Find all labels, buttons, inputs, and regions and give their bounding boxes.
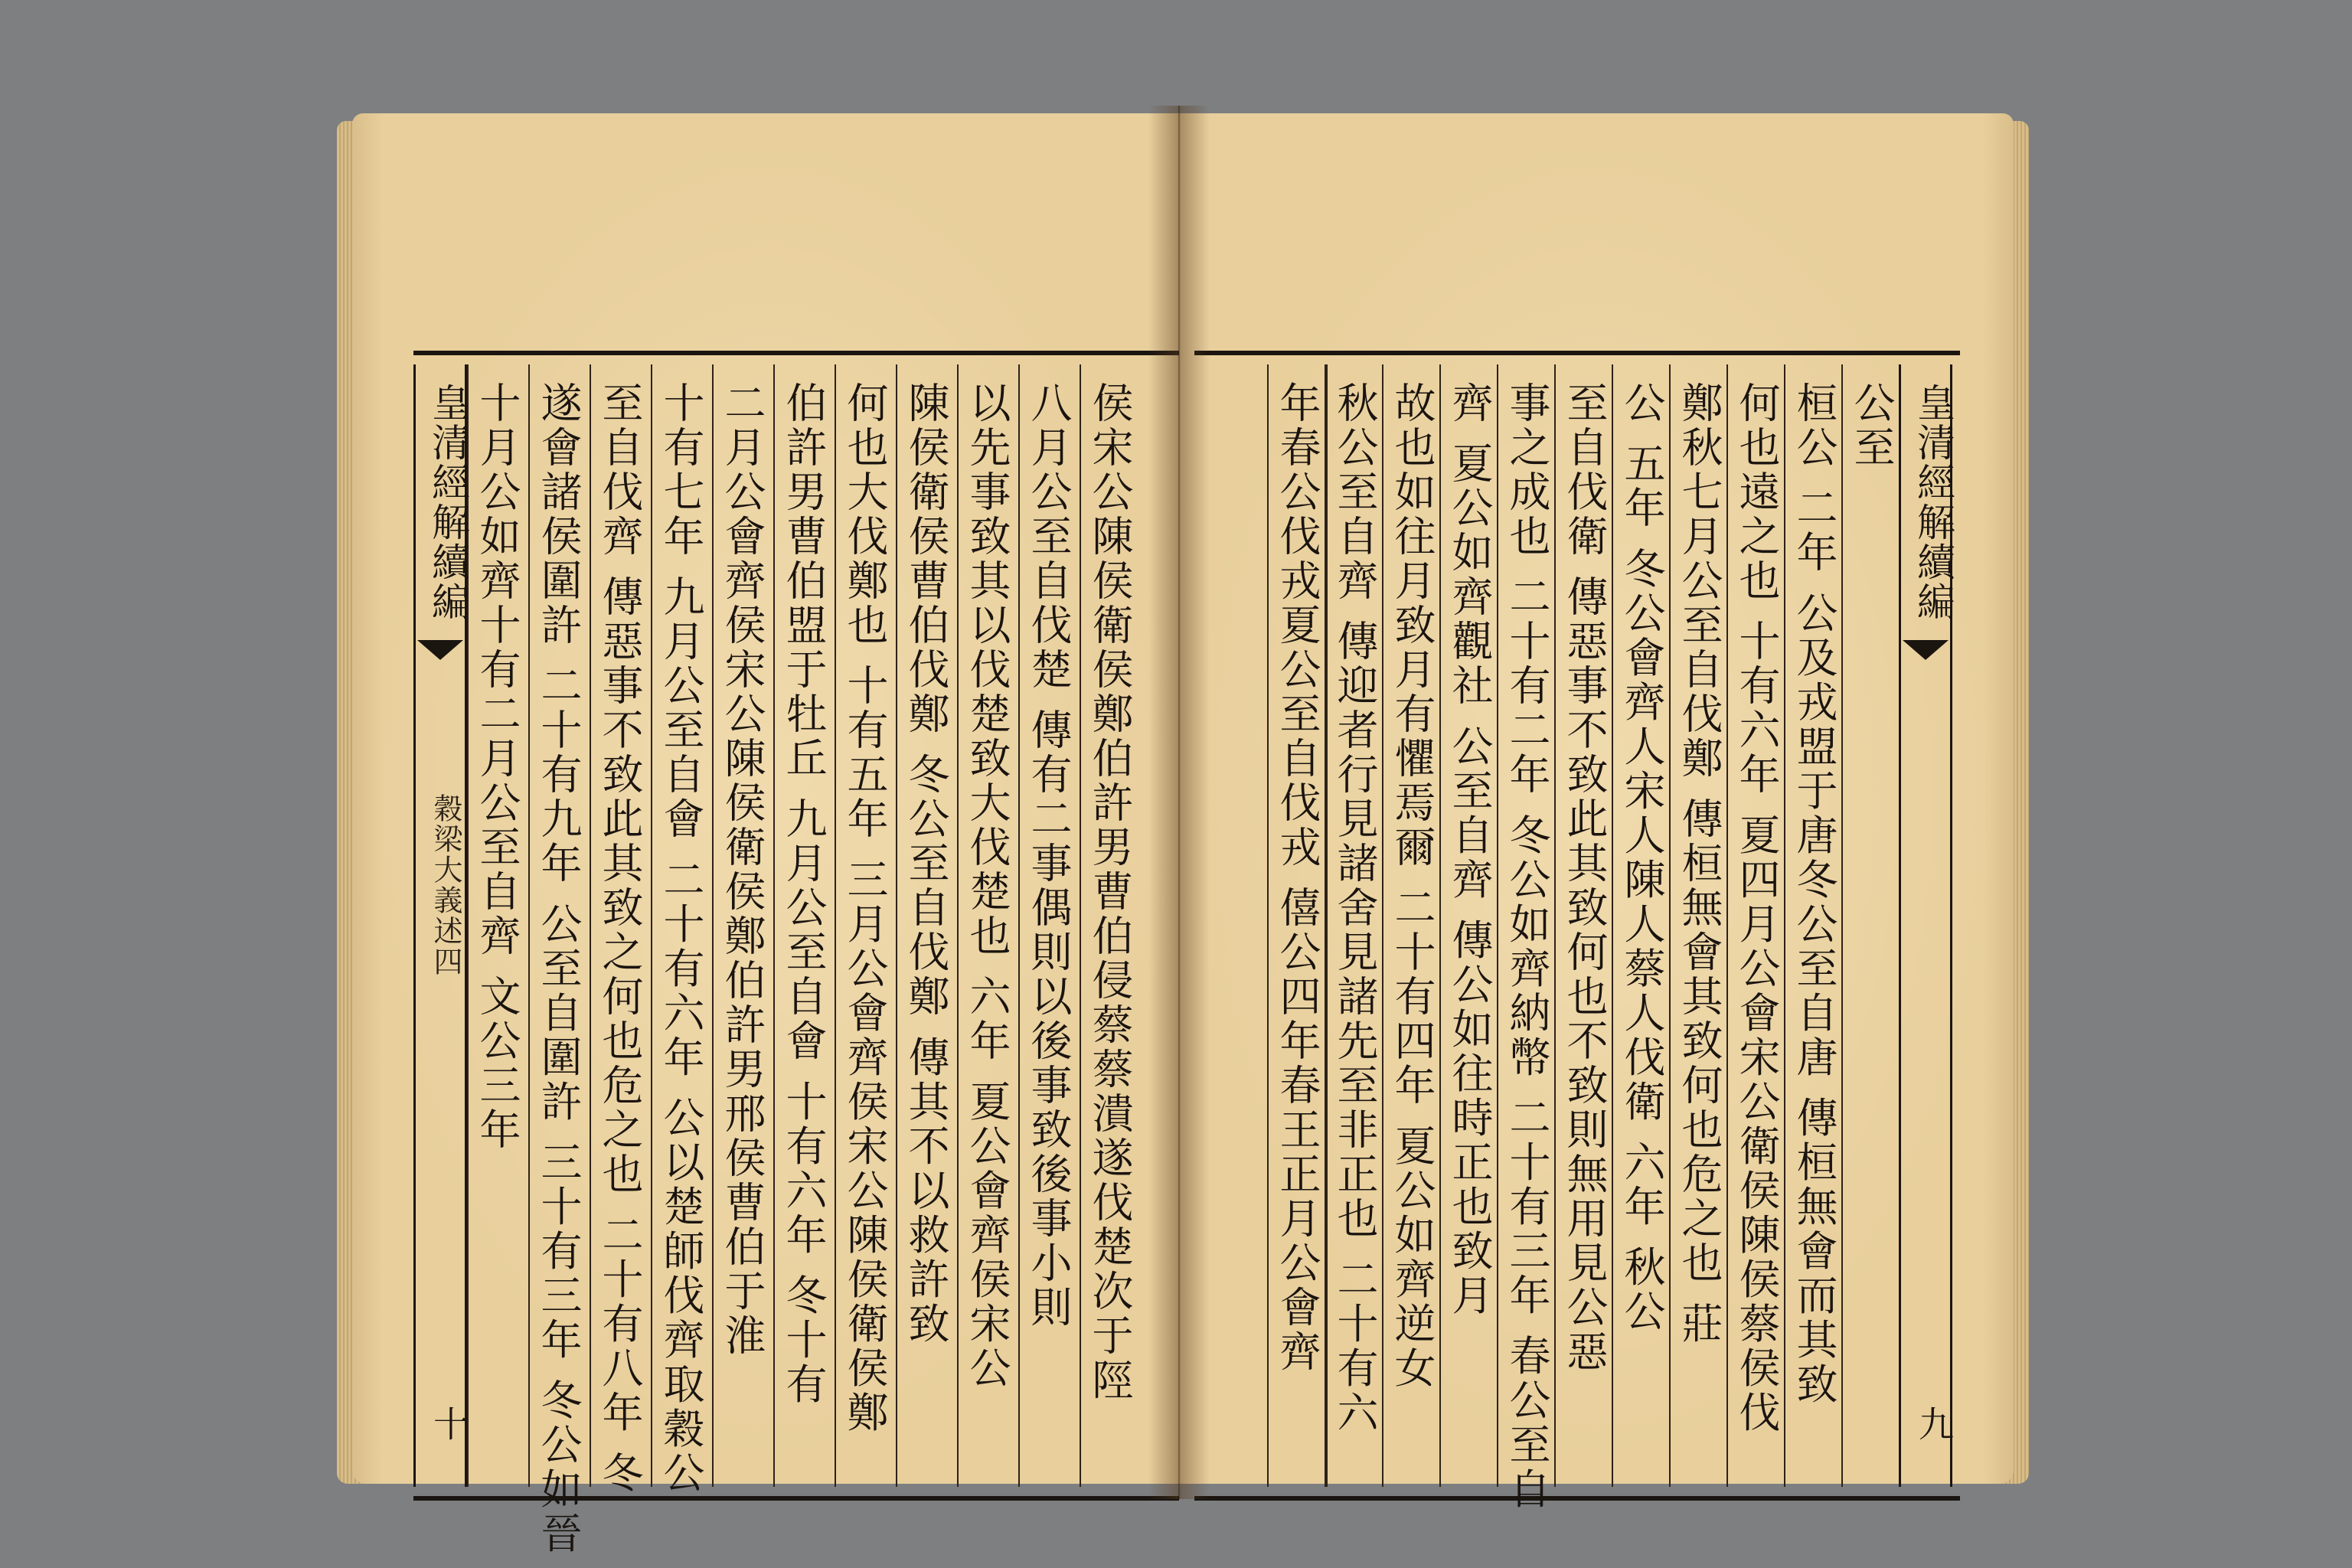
column — [1841, 364, 1900, 1487]
column-text: 何也大伐鄭也 十有五年 三月公會齊侯宋公陳侯衛侯鄭 — [841, 381, 889, 1436]
column-text: 至自伐齊 傳惡事不致此其致之何也危之也 二十有八年 冬 — [596, 381, 644, 1496]
page-number: 九 — [1913, 1406, 1955, 1441]
column — [1080, 364, 1138, 1487]
column-text: 陳侯衛侯曹伯伐鄭 冬公至自伐鄭 傳其不以救許致 — [902, 381, 950, 1347]
fish-tail-mark — [417, 640, 463, 660]
left-text-frame — [413, 351, 1179, 1557]
column-text: 遂會諸侯圍許 二十有九年 公至自圍許 三十有三年 冬公如晉 — [534, 381, 583, 1557]
book-gutter — [1148, 106, 1210, 1499]
column-text: 二月公會齊侯宋公陳侯衛侯鄭伯許男邢侯曹伯于淮 — [718, 381, 766, 1358]
column-text: 齊 夏公如齊觀社 公至自齊 傳公如往時正也致月 — [1446, 381, 1494, 1318]
column-text: 年春公伐戎夏公至自伐戎 僖公四年春王正月公會齊 — [1273, 381, 1321, 1375]
column — [1554, 364, 1613, 1487]
column-text: 八月公至自伐楚 傳有二事偶則以後事致後事小則 — [1024, 381, 1073, 1331]
column — [1018, 364, 1077, 1487]
column — [467, 364, 526, 1487]
page-number: 十 — [428, 1406, 469, 1441]
column — [1267, 364, 1328, 1487]
column-text: 何也遠之也 十有六年 夏四月公會宋公衛侯陳侯蔡侯伐 — [1733, 381, 1781, 1436]
column — [1669, 364, 1728, 1487]
column-text: 鄭秋七月公至自伐鄭 傳桓無會其致何也危之也 莊 — [1675, 381, 1723, 1347]
column — [712, 364, 771, 1487]
chapter-title: 穀梁大義述四 — [429, 793, 462, 977]
fish-tail-mark — [1903, 640, 1949, 660]
column-text: 事之成也 二十有二年 冬公如齊納幣 二十有三年 春公至自 — [1503, 381, 1551, 1512]
collection-title: 皇清經解續編 — [426, 383, 470, 622]
column — [1612, 364, 1671, 1487]
column-text: 以先事致其以伐楚致大伐楚也 六年 夏公會齊侯宋公 — [963, 381, 1011, 1391]
column-text: 桓公 二年 公及戎盟于唐冬公至自唐 傳桓無會而其致 — [1790, 381, 1838, 1407]
column-text: 伯許男曹伯盟于牡丘 九月公至自會 十有六年 冬十有 — [779, 381, 828, 1407]
column — [1497, 364, 1556, 1512]
column-text: 十有七年 九月公至自會 二十有六年 公以楚師伐齊取穀公 — [657, 381, 705, 1496]
left-page — [352, 113, 1187, 1557]
column — [1325, 364, 1383, 1487]
column — [957, 364, 1016, 1487]
column — [1382, 364, 1441, 1487]
column — [773, 364, 832, 1487]
column-text: 十月公如齊十有二月公至自齊 文公三年 — [473, 381, 521, 1153]
open-book — [337, 90, 2029, 1557]
column-text: 公至 — [1847, 381, 1896, 470]
column — [1726, 364, 1785, 1487]
margin-band — [413, 364, 470, 1487]
column-text: 公 五年 冬公會齊人宋人陳人蔡人伐衛 六年 秋公 — [1618, 381, 1666, 1334]
margin-band — [1899, 364, 1955, 1487]
column-text: 侯宋公陳侯衛侯鄭伯許男曹伯侵蔡蔡潰遂伐楚次于陘 — [1086, 381, 1134, 1403]
right-page — [1179, 113, 2014, 1512]
right-text-frame — [1194, 351, 1960, 1512]
column — [590, 364, 648, 1496]
column — [835, 364, 893, 1487]
column — [1784, 364, 1843, 1487]
column-text: 故也如往月致月有懼焉爾 二十有四年 夏公如齊逆女 — [1388, 381, 1436, 1391]
column-text: 至自伐衛 傳惡事不致此其致何也不致則無用見公惡 — [1560, 381, 1609, 1375]
column — [528, 364, 587, 1557]
column — [651, 364, 710, 1496]
column — [1439, 364, 1498, 1487]
collection-title: 皇清經解續編 — [1911, 383, 1955, 622]
column — [896, 364, 955, 1487]
column-text: 秋公至自齊 傳迎者行見諸舍見諸先至非正也 二十有六 — [1331, 381, 1379, 1436]
